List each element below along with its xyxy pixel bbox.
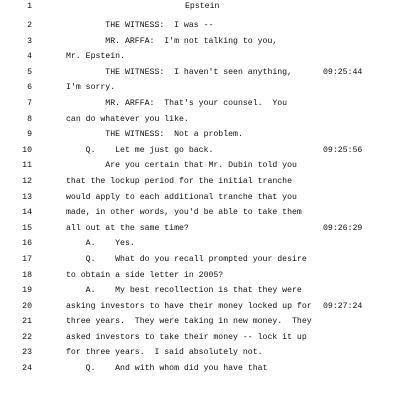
- line-number: 10: [22, 145, 32, 155]
- line-text: THE WITNESS: Not a problem.: [66, 130, 243, 140]
- timestamp: 09:27:24: [323, 301, 363, 311]
- line-text: THE WITNESS: I was --: [66, 21, 214, 30]
- transcript-line: [0, 80, 400, 96]
- line-text: Q. And with whom did you have that: [66, 364, 268, 374]
- line-text: THE WITNESS: I haven't seen anything,: [66, 67, 293, 77]
- line-number: 16: [22, 239, 32, 249]
- line-text: asking investors to have their money locked up for: [66, 301, 312, 311]
- line-number: 8: [27, 114, 32, 124]
- line-text: that the lockup period for the initial tranche: [66, 176, 293, 186]
- transcript-line: [0, 190, 400, 206]
- line-number: 23: [22, 348, 32, 358]
- line-number: 20: [22, 301, 32, 311]
- transcript-line: [0, 283, 400, 299]
- line-number: 2: [27, 21, 32, 30]
- transcript-line: [0, 112, 400, 128]
- transcript-line: [0, 221, 400, 237]
- line-text: for three years. I said absolutely not.: [66, 348, 263, 358]
- transcript-line: [0, 236, 400, 252]
- line-text: MR. ARFFA: I'm not talking to you,: [66, 36, 278, 46]
- transcript-line: [0, 65, 400, 81]
- line-text: A. My best recollection is that they were: [66, 286, 302, 296]
- line-text: A. Yes.: [66, 239, 135, 249]
- line-text: Are you certain that Mr. Dubin told you: [66, 161, 297, 171]
- transcript-line: [0, 96, 400, 112]
- line-number: 17: [22, 254, 32, 264]
- timestamp: 09:26:29: [323, 223, 363, 233]
- transcript-line: [0, 49, 400, 65]
- line-number: 4: [27, 52, 32, 62]
- line-number: 11: [22, 161, 32, 171]
- header-title: Epstein: [185, 2, 220, 11]
- line-number: 19: [22, 286, 32, 296]
- transcript-line: [0, 314, 400, 330]
- transcript-line: [0, 143, 400, 159]
- line-text: three years. They were taking in new money. They: [66, 317, 312, 327]
- line-number: 5: [27, 67, 32, 77]
- line-text: can do whatever you like.: [66, 114, 189, 124]
- page-header: [8, 0, 392, 14]
- line-text: made, in other words, you'd be able to take them: [66, 208, 302, 218]
- transcript-line: [0, 127, 400, 143]
- transcript-line: [0, 361, 400, 377]
- line-number: 15: [22, 223, 32, 233]
- transcript-line: [0, 299, 400, 315]
- line-text: Mr. Epstein.: [66, 52, 125, 62]
- line-text: to obtain a side letter in 2005?: [66, 270, 224, 280]
- line-text: asked investors to take their money -- lock it up: [66, 332, 307, 342]
- line-number: 12: [22, 176, 32, 186]
- transcript-line: [0, 345, 400, 361]
- line-text: I'm sorry.: [66, 83, 116, 93]
- transcript-line: [0, 34, 400, 50]
- line-number: 6: [27, 83, 32, 93]
- timestamp: 09:25:56: [323, 145, 363, 155]
- line-text: all out at the same time?: [66, 223, 189, 233]
- transcript-line: [0, 205, 400, 221]
- line-number: 13: [22, 192, 32, 202]
- line-number: 24: [22, 364, 32, 374]
- transcript-line: [0, 174, 400, 190]
- line-number: 1: [27, 2, 32, 11]
- line-number: 18: [22, 270, 32, 280]
- transcript-line: [0, 252, 400, 268]
- line-number: 22: [22, 332, 32, 342]
- line-text: Q. What do you recall prompted your desire: [66, 254, 307, 264]
- line-number: 21: [22, 317, 32, 327]
- line-number: 7: [27, 98, 32, 108]
- line-text: MR. ARFFA: That's your counsel. You: [66, 98, 288, 108]
- line-number: 9: [27, 130, 32, 140]
- timestamp: 09:25:44: [323, 67, 363, 77]
- transcript-line: [0, 158, 400, 174]
- line-text: would apply to each additional tranche that you: [66, 192, 297, 202]
- transcript-lines: [0, 18, 400, 377]
- line-number: 14: [22, 208, 32, 218]
- transcript-line: [0, 18, 400, 34]
- line-number: 3: [27, 36, 32, 46]
- line-text: Q. Let me just go back.: [66, 145, 214, 155]
- transcript-line: [0, 268, 400, 284]
- transcript-line: [0, 330, 400, 346]
